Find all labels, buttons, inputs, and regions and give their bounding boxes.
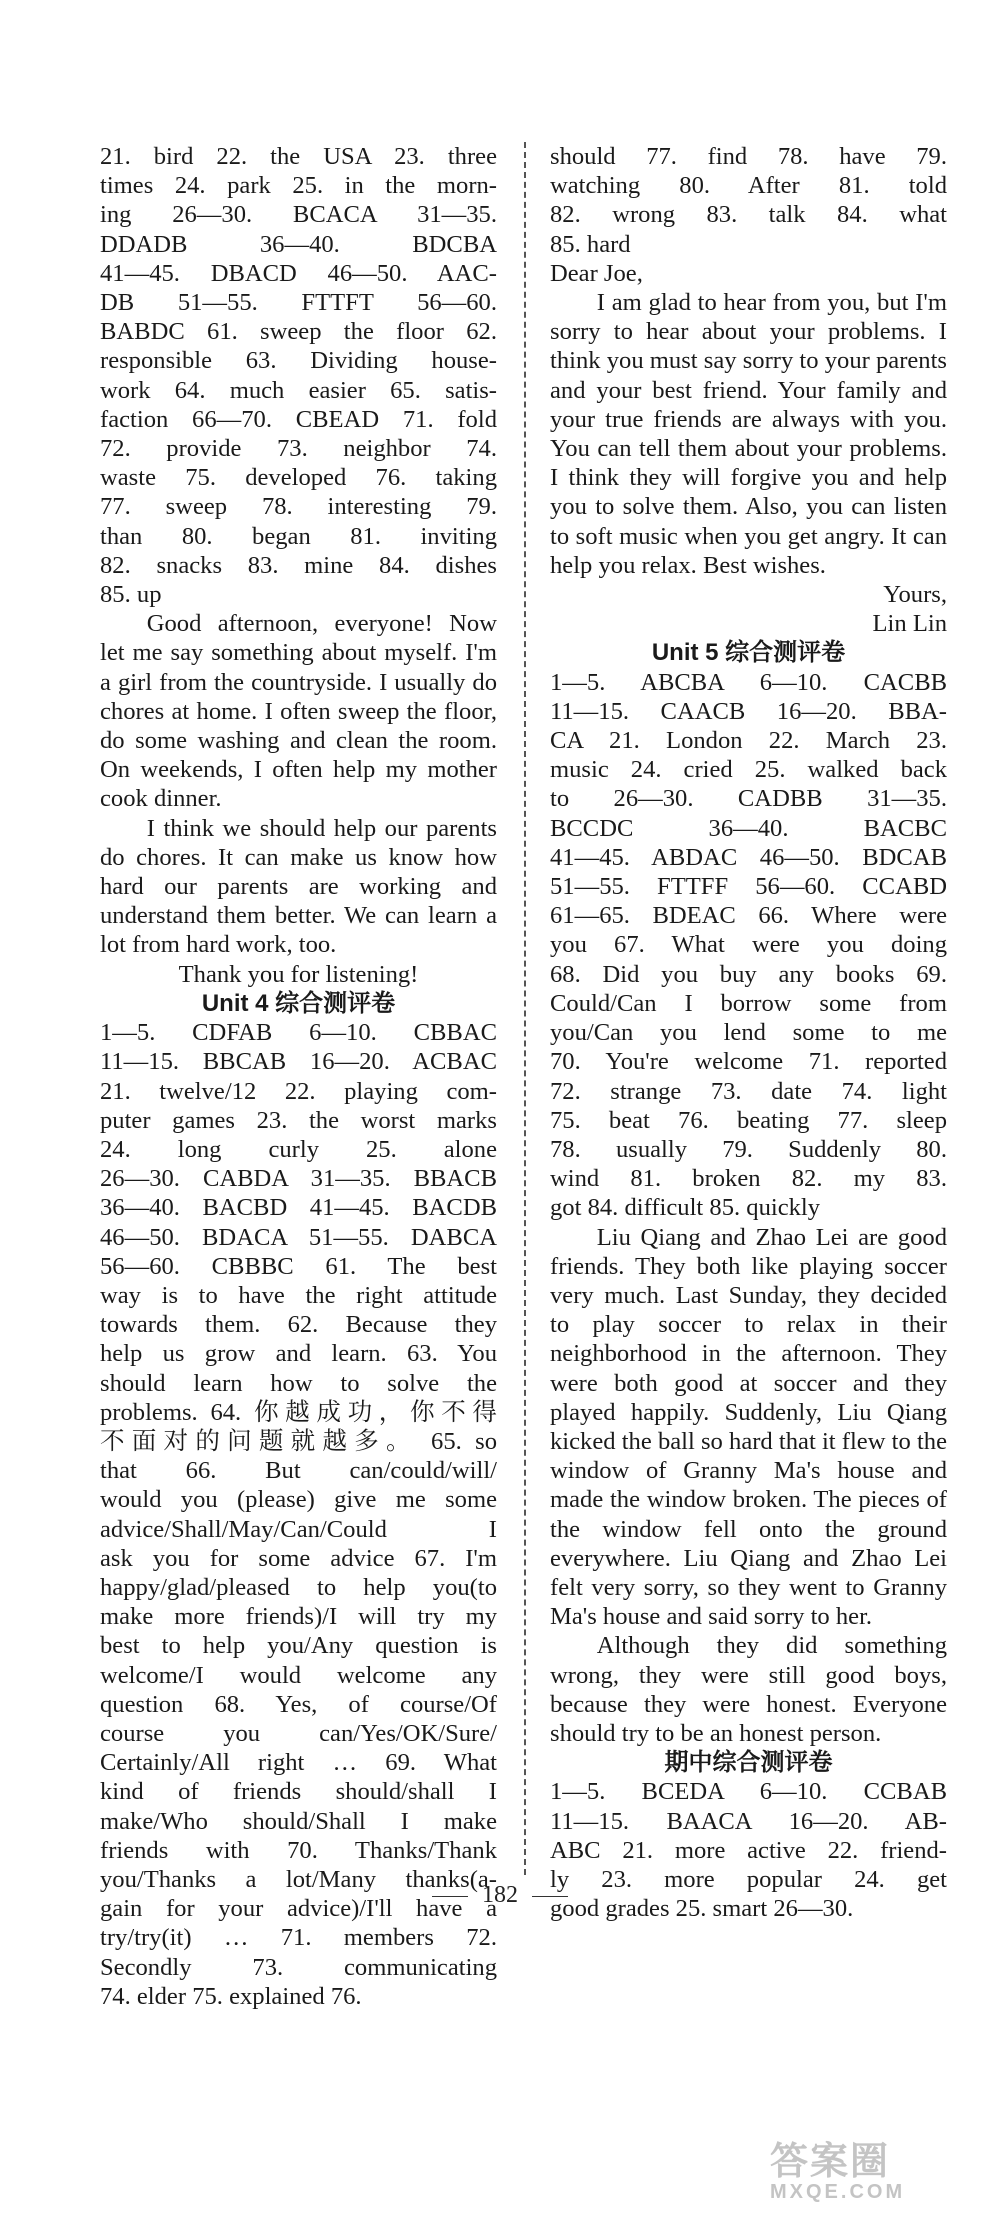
answer-line: 56—60. CBBBC 61. The best (100, 1252, 497, 1280)
answer-line: 74. elder 75. explained 76. (100, 1982, 362, 2010)
answer-line: to 26—30. CADBB 31—35. (550, 785, 947, 813)
answer-line: ask you for some advice 67. I'm (100, 1544, 497, 1572)
answer-line: problems. 64. 你越成功，你不得 (100, 1398, 497, 1426)
page-footer (0, 1882, 1000, 1909)
answer-line: try/try(it) … 71. members 72. (100, 1924, 497, 1952)
answer-line: towards them. 62. Because they (100, 1311, 497, 1339)
letter-signoff: Yours, (883, 581, 947, 609)
letter-signoff: Lin Lin (872, 610, 947, 638)
left-column (100, 142, 497, 2011)
answer-line: 85. up (100, 581, 162, 609)
answer-line: Certainly/All right … 69. What (100, 1749, 497, 1777)
answer-line: 85. hard (550, 230, 631, 258)
answer-line: 70. You're welcome 71. reported (550, 1048, 947, 1076)
column-divider (524, 142, 526, 1875)
answer-line: 78. usually 79. Suddenly 80. (550, 1135, 947, 1163)
page-number: 182 (482, 1882, 518, 1908)
answer-line: 82. snacks 83. mine 84. dishes (100, 551, 497, 579)
answer-line: make more friends)/I will try my (100, 1603, 497, 1631)
answer-line: BCCDC 36—40. BACBC (550, 814, 947, 842)
answer-line: work 64. much easier 65. satis- (100, 376, 497, 404)
answer-line: responsible 63. Dividing house- (100, 347, 497, 375)
answer-line: music 24. cried 25. walked back (550, 756, 947, 784)
answer-line: 68. Did you buy any books 69. (550, 960, 947, 988)
answer-line: best to help you/Any question is (100, 1632, 497, 1660)
answer-line: 72. provide 73. neighbor 74. (100, 435, 497, 463)
watermark-logo (770, 2130, 960, 2203)
answer-line: would you (please) give me some (100, 1486, 497, 1514)
letter-greeting: Dear Joe, (550, 259, 643, 287)
answer-line: ABC 21. more active 22. friend- (550, 1836, 947, 1864)
essay-paragraph: Although they did something wrong, they were still good boys, because they were honest. Everyone should try to be an honest person. (550, 1632, 947, 1747)
answer-line: DB 51—55. FTTFT 56—60. (100, 289, 497, 317)
answer-line: 41—45. DBACD 46—50. AAC- (100, 259, 497, 287)
answer-line: times 24. park 25. in the morn- (100, 172, 497, 200)
answer-line: should 77. find 78. have 79. (550, 143, 947, 170)
centered-line: Thank you for listening! (178, 960, 419, 988)
answer-block (550, 668, 947, 1223)
answer-line: than 80. began 81. inviting (100, 522, 497, 550)
answer-line: kind of friends should/shall I (100, 1778, 497, 1806)
answer-line: watching 80. After 81. told (550, 172, 947, 200)
answer-line: good grades 25. smart 26—30. (550, 1895, 854, 1923)
answer-line: 21. bird 22. the USA 23. three (100, 143, 497, 170)
footer-dash-right (532, 1896, 568, 1897)
answer-line: got 84. difficult 85. quickly (550, 1194, 821, 1222)
answer-line: question 68. Yes, of course/Of (100, 1690, 497, 1718)
answer-line: way is to have the right attitude (100, 1281, 497, 1309)
answer-block (100, 1018, 497, 2011)
answer-line: 26—30. CABDA 31—35. BBACB (100, 1165, 497, 1193)
answer-line: wind 81. broken 82. my 83. (550, 1165, 947, 1193)
answer-line: puter games 23. the worst marks (100, 1106, 497, 1134)
answer-line: 1—5. BCEDA 6—10. CCBAB (550, 1778, 947, 1806)
answer-line: you 67. What were you doing (550, 931, 947, 959)
answer-line: 51—55. FTTFF 56—60. CCABD (550, 873, 947, 901)
essay-paragraph: I think we should help our parents do chores. It can make us know how hard our parents are working and understand them better. We can learn a lot from hard work, too. (100, 814, 497, 959)
answer-line: 1—5. ABCBA 6—10. CACBB (550, 668, 947, 696)
answer-line: should learn how to solve the (100, 1369, 497, 1397)
answer-line: happy/glad/pleased to help you(to (100, 1573, 497, 1601)
answer-block (100, 142, 497, 609)
answer-line: 41—45. ABDAC 46—50. BDCAB (550, 843, 947, 871)
answer-line: Secondly 73. communicating (100, 1953, 497, 1981)
answer-line: welcome/I would welcome any (100, 1661, 497, 1689)
section-heading: Unit 5 综合测评卷 (651, 639, 846, 667)
essay-paragraph: Liu Qiang and Zhao Lei are good friends. They both like playing soccer very much. Last Sunday, they decided to play soccer to relax in their neighborhood in the afternoon. They were both good at soccer and they played happily. Suddenly, Liu Qiang kicked the ball so hard that it flew to the window of Granny Ma's house and made the window broken. The pieces of the window fell onto the ground everywhere. Liu Qiang and Zhao Lei felt very sorry, so they went to Granny Ma's house and said sorry to her. (550, 1223, 947, 1631)
answer-line: help us grow and learn. 63. You (100, 1340, 497, 1368)
answer-line: course you can/Yes/OK/Sure/ (100, 1719, 497, 1747)
answer-line: BABDC 61. sweep the floor 62. (100, 318, 497, 346)
essay-paragraph: Good afternoon, everyone! Now let me say something about myself. I'm a girl from the countryside. I usually do chores at home. I often sweep the floor, do some washing and clean the room. On weekends, I often help my mother cook dinner. (100, 610, 497, 813)
essay-paragraph: I am glad to hear from you, but I'm sorry to hear about your problems. I think you must say sorry to your parents and your best friend. Your family and your true friends are always with you. You can tell them about your problems. I think they will forgive you and help you to solve them. Also, you can listen to soft music when you get angry. It can help you relax. Best wishes. (550, 289, 947, 579)
answer-line: CA 21. London 22. March 23. (550, 727, 947, 755)
answer-line: advice/Shall/May/Can/Could I (100, 1515, 497, 1543)
answer-line: 21. twelve/12 22. playing com- (100, 1077, 497, 1105)
answer-line: Could/Can I borrow some from (550, 989, 947, 1017)
answer-line: gain for your advice)/I'll have a (100, 1895, 497, 1923)
answer-line: 61—65. BDEAC 66. Where were (550, 902, 947, 930)
answer-line: ly 23. more popular 24. get (550, 1865, 947, 1893)
answer-line: that 66. But can/could/will/ (100, 1457, 497, 1485)
answer-line: 24. long curly 25. alone (100, 1135, 497, 1163)
answer-line: 72. strange 73. date 74. light (550, 1077, 947, 1105)
answer-line: waste 75. developed 76. taking (100, 464, 497, 492)
answer-line: 11—15. BBCAB 16—20. ACBAC (100, 1048, 497, 1076)
answer-line: 11—15. BAACA 16—20. AB- (550, 1807, 947, 1835)
section-heading: 期中综合测评卷 (664, 1749, 833, 1777)
answer-line: 77. sweep 78. interesting 79. (100, 493, 497, 521)
footer-dash-left (432, 1896, 468, 1897)
answer-line: you/Thanks a lot/Many thanks(a- (100, 1865, 497, 1893)
answer-line: friends with 70. Thanks/Thank (100, 1836, 497, 1864)
answer-line: 82. wrong 83. talk 84. what (550, 201, 947, 229)
answer-line: ing 26—30. BCACA 31—35. (100, 201, 497, 229)
answer-line: 46—50. BDACA 51—55. DABCA (100, 1223, 497, 1251)
answer-line: make/Who should/Shall I make (100, 1807, 497, 1835)
answer-line: DDADB 36—40. BDCBA (100, 230, 497, 258)
answer-line: 不面对的问题就越多。 65. so (100, 1427, 497, 1455)
right-column (550, 142, 947, 1923)
answer-block (550, 142, 947, 259)
answer-line: faction 66—70. CBEAD 71. fold (100, 405, 497, 433)
answer-line: 36—40. BACBD 41—45. BACDB (100, 1194, 497, 1222)
watermark-url: MXQE.COM (770, 2181, 906, 2203)
answer-line: 11—15. CAACB 16—20. BBA- (550, 697, 947, 725)
section-heading: Unit 4 综合测评卷 (201, 989, 396, 1017)
answer-line: 75. beat 76. beating 77. sleep (550, 1106, 947, 1134)
answer-line: 1—5. CDFAB 6—10. CBBAC (100, 1019, 497, 1047)
watermark-text: 答案圈 (770, 2141, 891, 2183)
answer-line: you/Can you lend some to me (550, 1019, 947, 1047)
